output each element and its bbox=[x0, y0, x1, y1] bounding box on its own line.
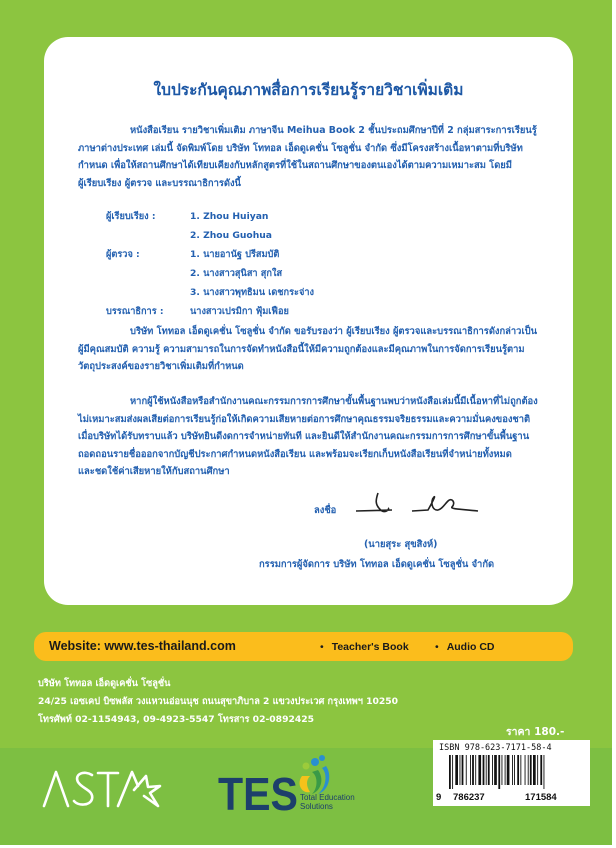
barcode-bar bbox=[494, 755, 497, 785]
liability-line: หากผู้ใช้หนังสือหรือสำนักงานคณะกรรมการการศึกษาขั้นพื้นฐานพบว่าหนังสือเล่มนี้มีเนื้อหาที่ไม่ถูกต้อง bbox=[130, 396, 538, 407]
credit-name: 1. นายอานัฐ ปรีสมบัติ bbox=[190, 249, 280, 260]
feature-audio-cd bbox=[435, 641, 495, 653]
barcode-bar bbox=[452, 755, 453, 789]
barcode-bar bbox=[502, 755, 503, 785]
certify-line: วัตถุประสงค์ของรายวิชาเพิ่มเติมที่กำหนด bbox=[78, 361, 244, 372]
signer-title: กรรมการผู้จัดการ บริษัท โททอล เอ็ดดูเคชั่น โซลูชั่น จำกัด bbox=[259, 559, 495, 570]
price-label: ราคา 180.- bbox=[506, 726, 565, 738]
tes-subtitle-line: Solutions bbox=[300, 802, 333, 811]
publisher-address: 24/25 เอซเคป บิซพลัส วงแหวนอ่อนนุช ถนนสุขาภิบาล 2 แขวงประเวศ กรุงเทพฯ 10250 bbox=[38, 696, 399, 707]
credits-list bbox=[106, 207, 314, 321]
certificate-title: ใบประกันคุณภาพสื่อการเรียนรู้รายวิชาเพิ่มเติม bbox=[153, 81, 464, 99]
barcode-digits-right: 171584 bbox=[525, 792, 557, 803]
barcode-digits-left: 786237 bbox=[453, 792, 485, 803]
barcode-bars bbox=[445, 755, 581, 789]
barcode-bar bbox=[492, 755, 493, 785]
barcode-bar bbox=[478, 755, 481, 785]
bullet-icon: • bbox=[320, 641, 324, 653]
barcode-bar bbox=[525, 755, 526, 785]
credit-name: 2. นางสาวสุนิสา สุกใส bbox=[190, 268, 283, 279]
barcode-bar bbox=[472, 755, 474, 785]
feature-teachers-book bbox=[320, 641, 409, 653]
handwritten-signature bbox=[352, 489, 482, 519]
barcode-bar bbox=[449, 755, 451, 789]
intro-paragraph bbox=[78, 122, 548, 192]
barcode-bar bbox=[533, 755, 536, 785]
barcode-bar bbox=[505, 755, 506, 785]
barcode-digits-row bbox=[433, 791, 590, 804]
credit-row bbox=[106, 283, 314, 302]
info-bar bbox=[34, 632, 573, 661]
signer-name: (นายสุระ สุขสิงห์) bbox=[364, 539, 438, 550]
liability-paragraph bbox=[78, 393, 548, 481]
intro-line: ผู้เรียบเรียง ผู้ตรวจ และบรรณาธิการดังนี้ bbox=[78, 177, 241, 189]
certification-paragraph bbox=[78, 323, 548, 376]
liability-line: ถอดถอนรายชื่อออกจากบัญชีประกาศกำหนดหนังสือเรียน และพร้อมจะเรียกเก็บหนังสือเรียนที่จำหน่ายทั้งหมด bbox=[78, 448, 512, 460]
barcode-bar bbox=[498, 755, 500, 789]
credit-name: 2. Zhou Guohua bbox=[190, 230, 273, 241]
website-link[interactable]: Website: www.tes-thailand.com bbox=[49, 639, 236, 653]
credit-role: บรรณาธิการ : bbox=[106, 306, 164, 317]
intro-line: ภาษาต่างประเทศ เล่มนี้ จัดพิมพ์โดย บริษัท โททอล เอ็ดดูเคชั่น โซลูชั่น จำกัด ซึ่งมีโครงสร้างเนื้อหาตามที่บริษัท bbox=[78, 142, 523, 154]
barcode-bar bbox=[483, 755, 485, 785]
credit-name: นางสาวเปรมิกา ฟุ้มเฟือย bbox=[190, 306, 289, 317]
publisher-name: บริษัท โททอล เอ็ดดูเคชั่น โซลูชั่น bbox=[38, 678, 171, 689]
barcode-bar bbox=[462, 755, 464, 785]
credit-row bbox=[106, 264, 314, 283]
intro-line: หนังสือเรียน รายวิชาเพิ่มเติม ภาษาจีน Meihua Book 2 ชั้นประถมศึกษาปีที่ 2 กลุ่มสาระการเรียนรู้ bbox=[130, 125, 537, 136]
certify-line: บริษัท โททอล เอ็ดดูเคชั่น โซลูชั่น จำกัด ขอรับรองว่า ผู้เรียบเรียง ผู้ตรวจและบรรณาธิการดังกล่าวเป็น bbox=[130, 326, 538, 337]
barcode-bar bbox=[530, 755, 532, 785]
bullet-icon: • bbox=[435, 641, 439, 653]
barcode-bar bbox=[517, 755, 519, 785]
barcode-bar bbox=[544, 755, 545, 789]
barcode-bar bbox=[520, 755, 521, 785]
publisher-contact: โทรศัพท์ 02-1154943, 09-4923-5547 โทรสาร 02-0892425 bbox=[38, 714, 315, 725]
credit-row bbox=[106, 207, 314, 226]
barcode-bar bbox=[460, 755, 461, 785]
certify-line: ผู้มีคุณสมบัติ ความรู้ ความสามารถในการจัดทำหนังสือนี้ให้มีความถูกต้องและมีคุณภาพในการจัดการเรียนรู้ตาม bbox=[78, 343, 525, 355]
credit-name: 3. นางสาวพุทธิมน เดชกระจ่าง bbox=[190, 287, 314, 298]
barcode-bar bbox=[537, 755, 538, 785]
liability-line: เมื่อบริษัทได้รับทราบแล้ว บริษัทยินดีงดการจำหน่ายทันที และยินดีให้สำนักงานคณะกรรมการการศึกษาขั้นพื้นฐาน bbox=[78, 431, 530, 442]
barcode-digit-first: 9 bbox=[436, 792, 442, 803]
barcode-bar bbox=[466, 755, 467, 785]
tes-subtitle-line: Total Education bbox=[300, 793, 355, 802]
credit-role: ผู้เรียบเรียง : bbox=[106, 211, 156, 222]
tes-subtitle bbox=[300, 793, 355, 811]
barcode-bar bbox=[512, 755, 513, 785]
svg-text:TES: TES bbox=[218, 768, 298, 814]
isbn-barcode bbox=[433, 740, 590, 806]
barcode-bar bbox=[540, 755, 542, 785]
feature-label: Teacher's Book bbox=[331, 641, 409, 653]
barcode-bar bbox=[455, 755, 458, 785]
barcode-bar bbox=[488, 755, 490, 785]
barcode-bar bbox=[514, 755, 515, 785]
barcode-bar bbox=[528, 755, 529, 785]
barcode-bar bbox=[475, 755, 476, 785]
intro-line: กำหนด เพื่อให้สถานศึกษาได้เทียบเคียงกับหลักสูตรที่ใช้ในสถานศึกษาของตนเองได้ตามความเหมาะสม โดยมี bbox=[78, 160, 512, 171]
liability-line: ไม่เหมาะสมส่งผลเสียต่อการเรียนรู้ก่อให้เกิดความเสียหายต่อการศึกษาคุณธรรมจริยธรรมและความมั่นคงของชาติ bbox=[78, 413, 531, 425]
asta-logo bbox=[40, 768, 165, 808]
sign-label: ลงชื่อ bbox=[314, 505, 337, 516]
tes-logo bbox=[218, 754, 355, 818]
credit-role: ผู้ตรวจ : bbox=[106, 249, 140, 260]
credit-row bbox=[106, 245, 314, 264]
liability-line: และชดใช้ค่าเสียหายให้กับสถานศึกษา bbox=[78, 466, 230, 477]
credit-row bbox=[106, 226, 314, 245]
feature-label: Audio CD bbox=[446, 641, 495, 653]
credit-name: 1. Zhou Huiyan bbox=[190, 211, 269, 222]
barcode-bar bbox=[507, 755, 510, 785]
isbn-number: ISBN 978-623-7171-58-4 bbox=[439, 743, 552, 753]
barcode-bar bbox=[486, 755, 487, 785]
barcode-bar bbox=[470, 755, 471, 785]
credit-row bbox=[106, 302, 314, 321]
quality-certificate-card bbox=[44, 37, 573, 605]
publisher-info bbox=[38, 675, 398, 729]
